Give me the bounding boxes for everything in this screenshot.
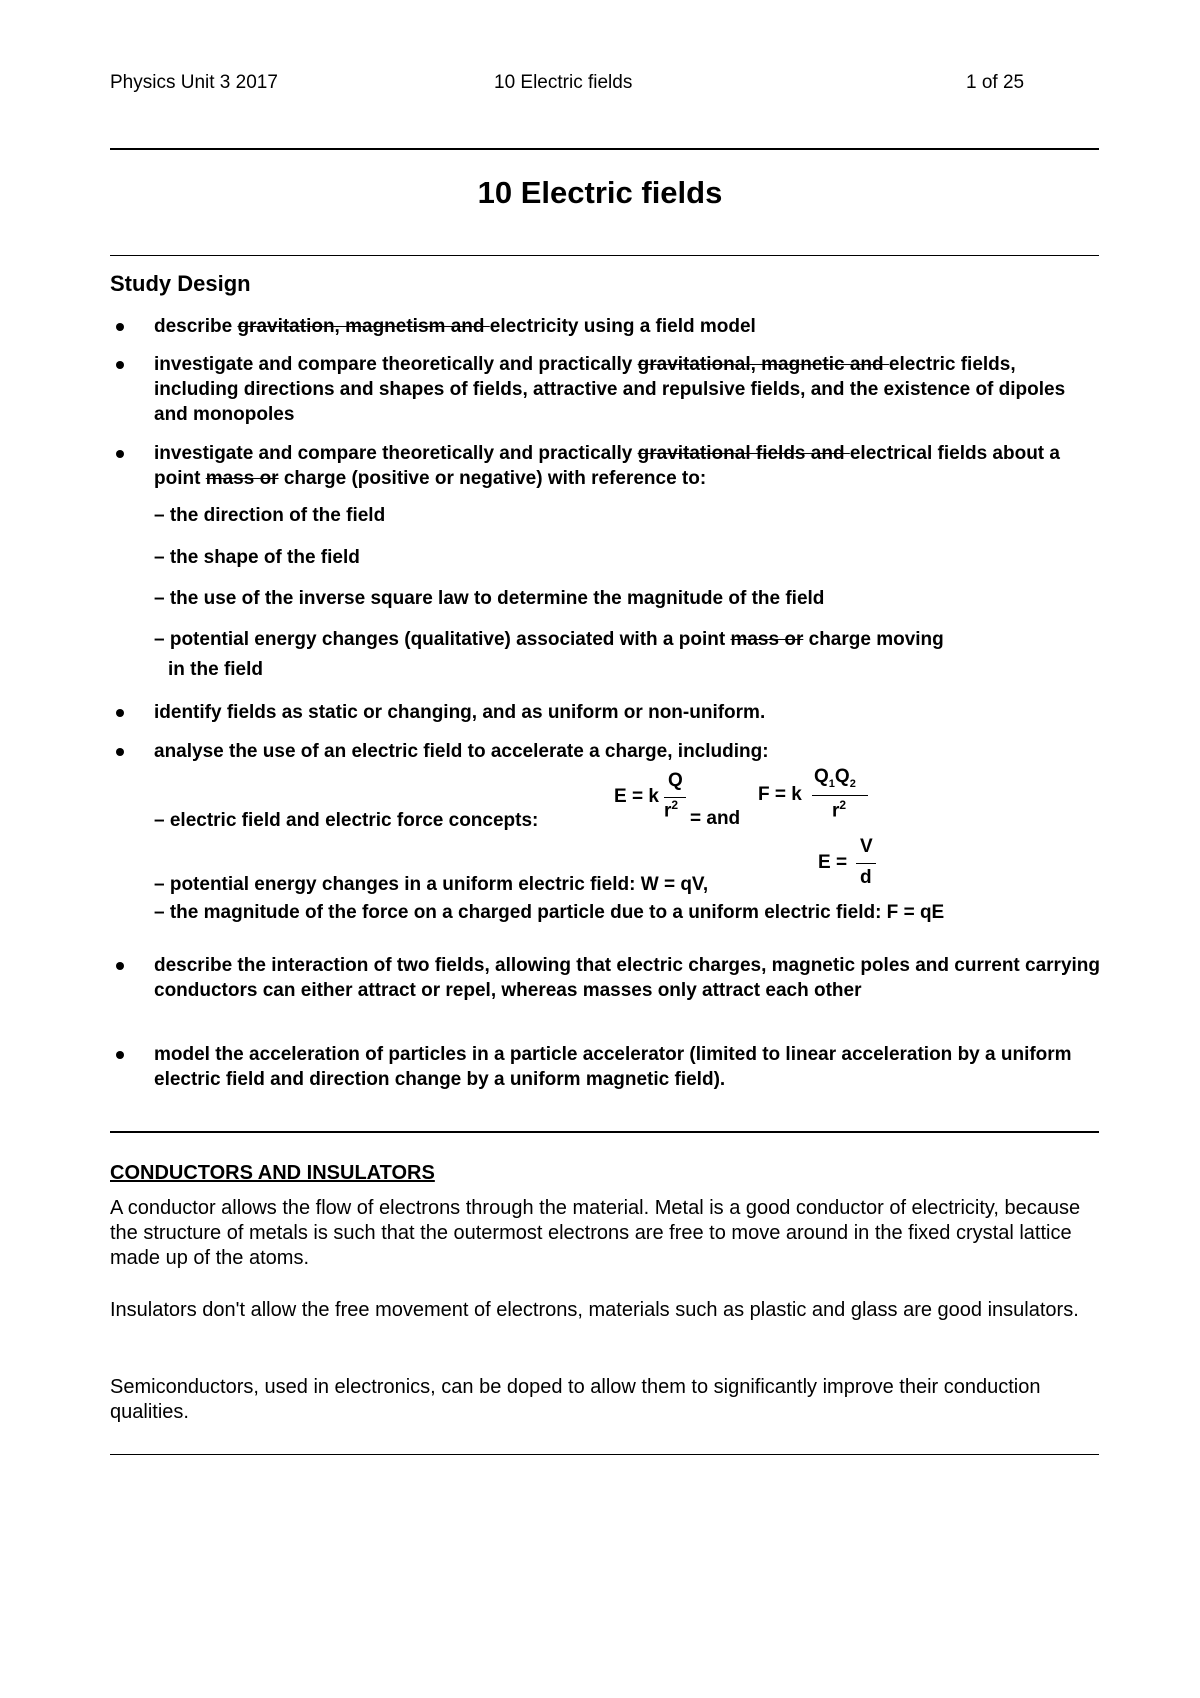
bullet-icon	[116, 748, 124, 756]
divider	[110, 1131, 1099, 1133]
study-design-heading: Study Design	[110, 271, 251, 296]
conductors-paragraph-1: A conductor allows the flow of electrons through the material. Metal is a good conductor of electricity, because the structure of metals is such that the outermost electrons are free to move around in the fixed crystal lattice made up of the atoms.	[110, 1197, 1081, 1269]
bullet-icon	[116, 450, 124, 458]
formula-e-field-lhs: E = k	[614, 786, 659, 807]
page-title: 10 Electric fields	[477, 175, 723, 210]
header-page-number: 1 of 25	[966, 72, 1025, 93]
formula-e-field-denominator: $r^2$	[664, 798, 679, 822]
bullet-4: identify fields as static or changing, and as uniform or non-uniform.	[110, 700, 1100, 725]
b5-sub-potential-energy: – potential energy changes in a uniform electric field: W = qV,	[154, 874, 709, 895]
bullet-1: describe gravitation, magnetism and electricity using a field model	[110, 314, 1100, 339]
bullet-icon	[116, 323, 124, 331]
formula-uniform-denominator: d	[860, 867, 872, 888]
bullet-3: investigate and compare theoretically and practically gravitational fields and electrical fields about a point mass or charge (positive or negative) with reference to:	[110, 441, 1100, 491]
bullet-7: model the acceleration of particles in a particle accelerator (limited to linear acceleration by a uniform electric field and direction change by a uniform magnetic field).	[110, 1042, 1100, 1092]
header-center: 10 Electric fields	[494, 72, 633, 93]
formula-uniform-numerator: V	[860, 836, 873, 857]
fraction-bar	[812, 795, 868, 796]
b5-sub-field-force: – electric field and electric force concepts:	[154, 810, 539, 831]
b3-sub-inverse-square: – the use of the inverse square law to determine the magnitude of the field	[154, 588, 825, 609]
b3-sub-shape: – the shape of the field	[154, 547, 360, 568]
bullet-6: describe the interaction of two fields, allowing that electric charges, magnetic poles and current carrying conductors can either attract or repel, whereas masses only attract each other	[110, 953, 1100, 1003]
bullet-icon	[116, 709, 124, 717]
bullet-icon	[116, 1051, 124, 1059]
formula-e-field-numerator: Q	[668, 770, 683, 791]
divider	[110, 1454, 1099, 1455]
bullet-5: analyse the use of an electric field to accelerate a charge, including:	[110, 739, 1100, 764]
formula-force-denominator: $r^2$	[832, 798, 847, 822]
formula-uniform-lhs: E =	[818, 852, 848, 873]
b3-sub-potential-energy: – potential energy changes (qualitative) associated with a point mass or charge moving in the field	[154, 629, 944, 680]
bullet-icon	[116, 361, 124, 369]
formula-force-lhs: F = k	[758, 784, 802, 805]
formula-force-numerator: $Q_1Q_2$	[814, 766, 856, 790]
header-left: Physics Unit 3 2017	[110, 72, 278, 93]
b5-sub-force-magnitude: – the magnitude of the force on a charged particle due to a uniform electric field: F = qE	[154, 902, 945, 923]
fraction-bar	[856, 863, 876, 864]
conductors-paragraph-2: Insulators don't allow the free movement of electrons, materials such as plastic and glass are good insulators.	[110, 1299, 1079, 1321]
divider	[110, 255, 1099, 256]
formula-and: = and	[690, 808, 741, 829]
conductors-heading: CONDUCTORS AND INSULATORS	[110, 1162, 435, 1184]
conductors-paragraph-3: Semiconductors, used in electronics, can be doped to allow them to significantly improve their conduction qualities.	[110, 1376, 1041, 1423]
bullet-2: investigate and compare theoretically and practically gravitational, magnetic and electric fields, including directions and shapes of fields, attractive and repulsive fields, and the existence of dipoles and monopoles	[110, 352, 1100, 427]
bullet-icon	[116, 962, 124, 970]
divider	[110, 148, 1099, 150]
b3-sub-direction: – the direction of the field	[154, 505, 386, 526]
